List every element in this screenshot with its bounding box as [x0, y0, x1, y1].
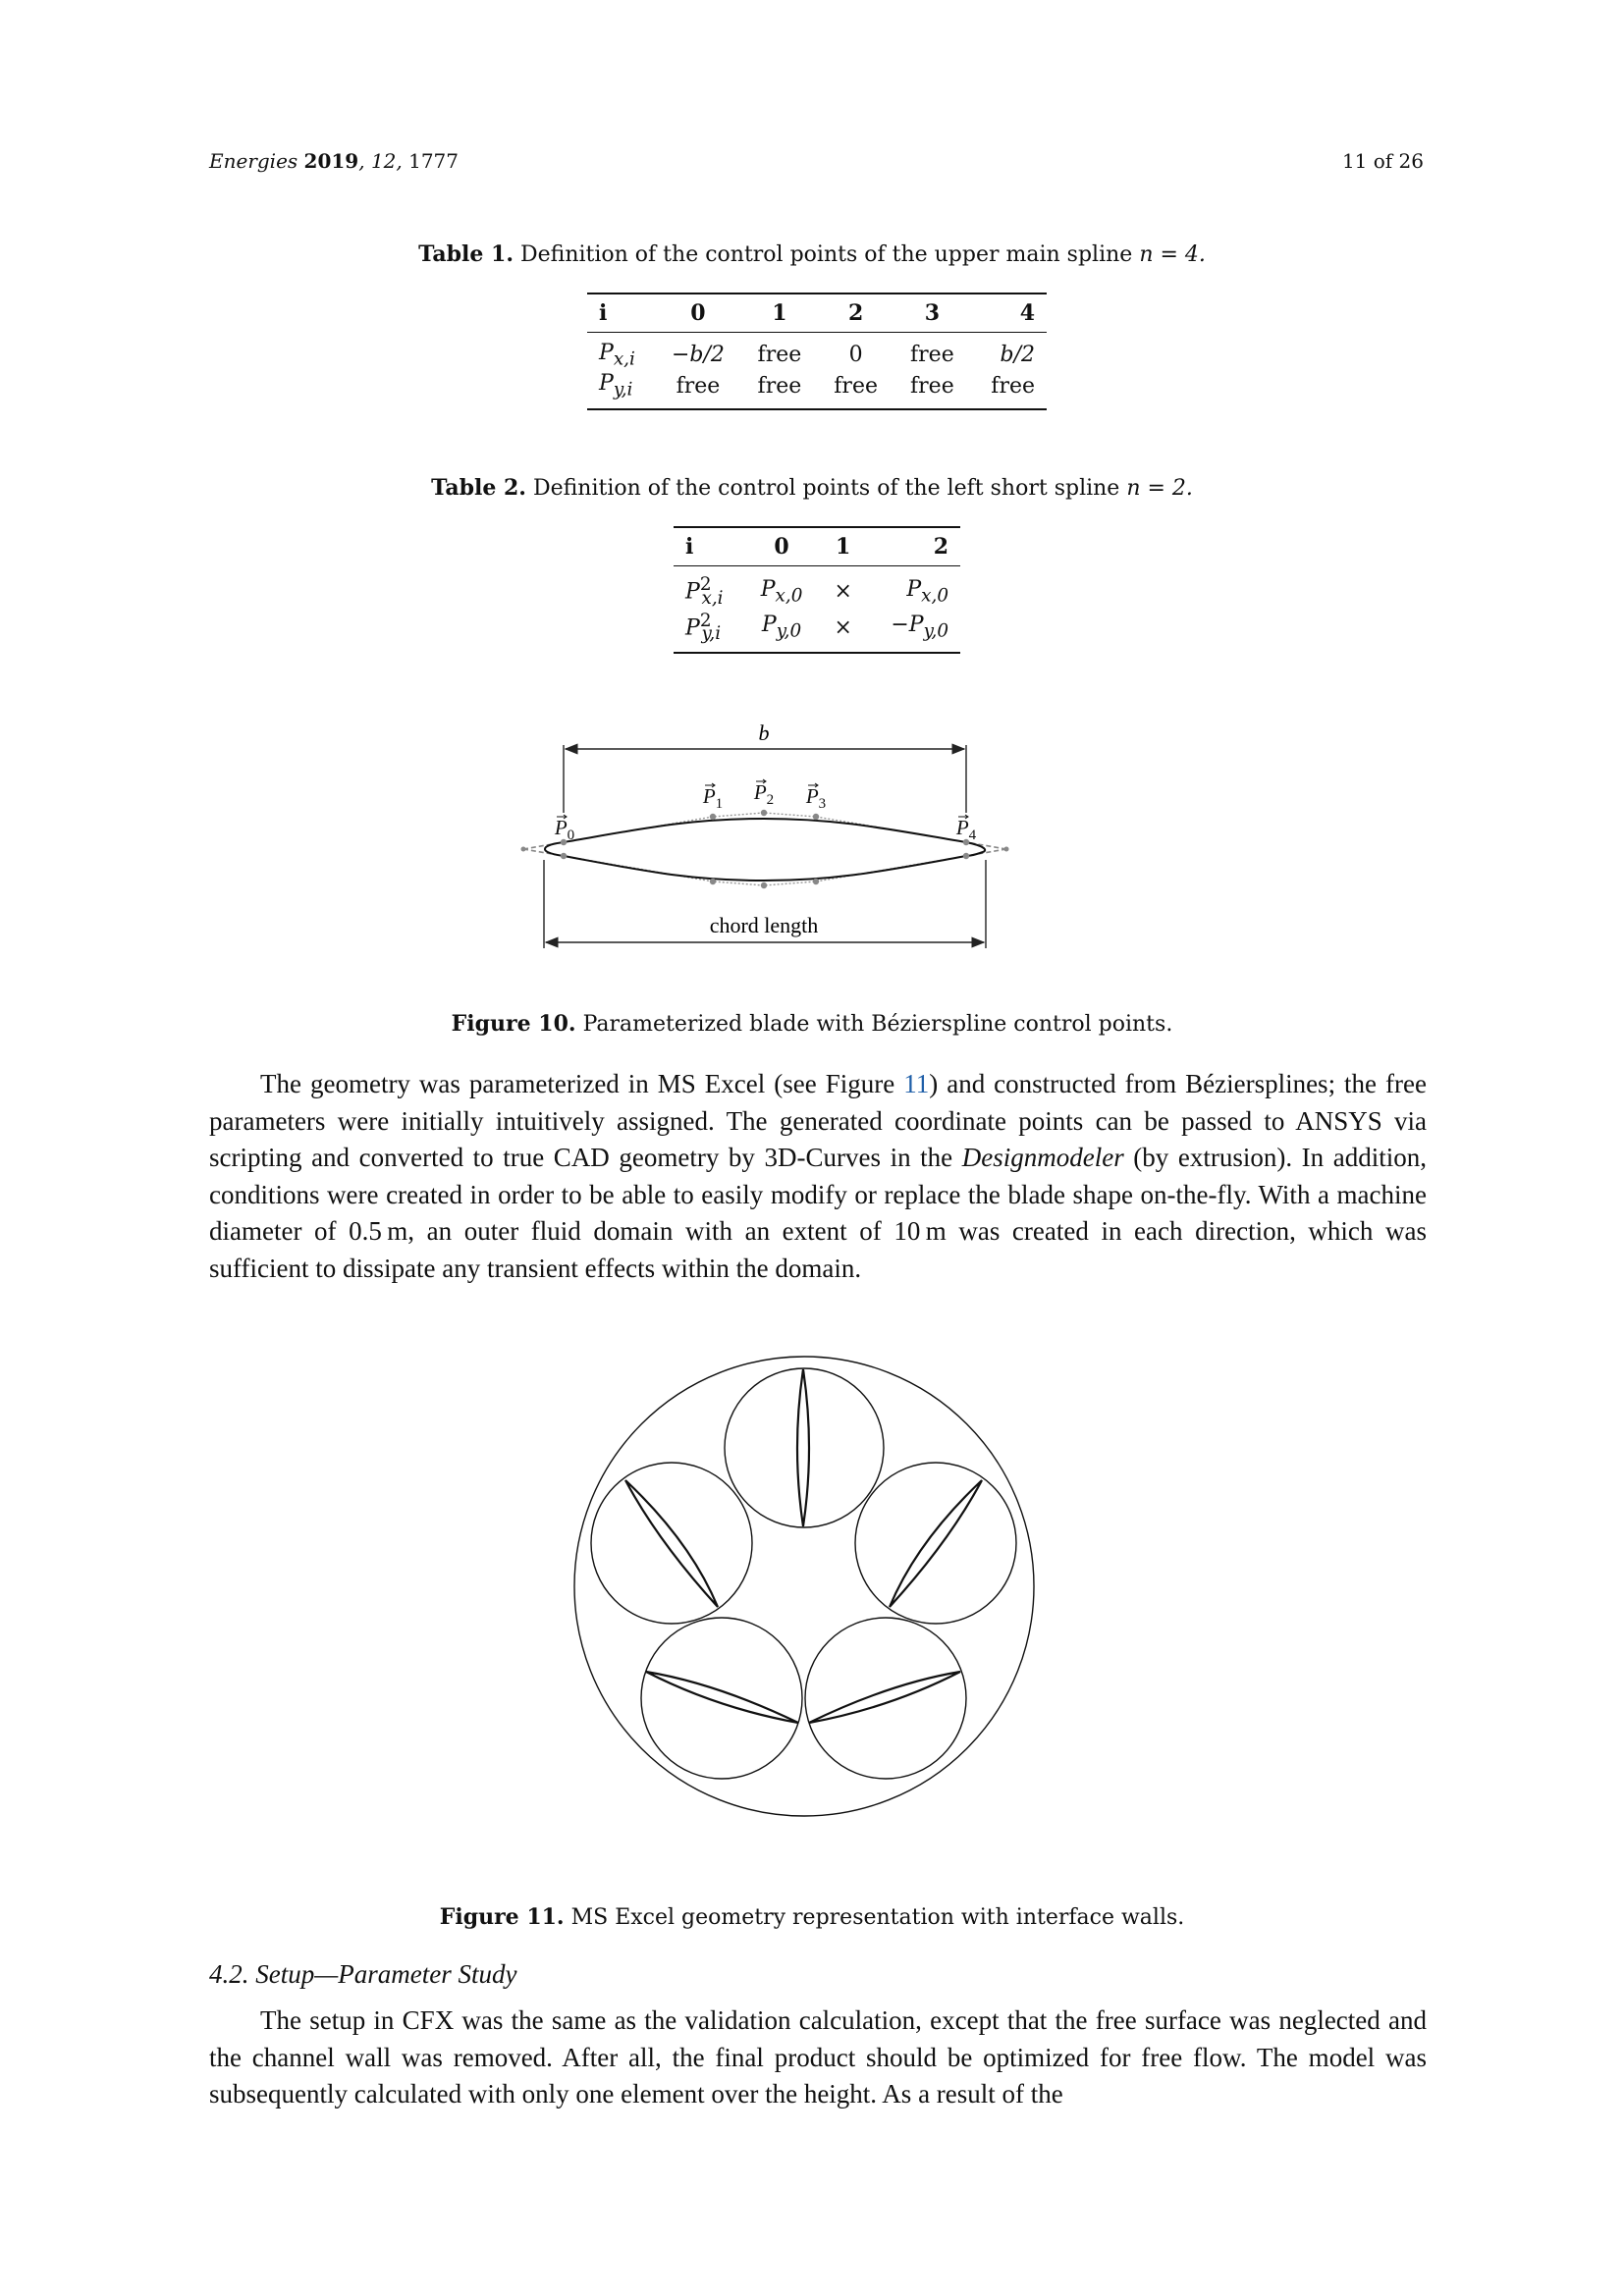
figure10-caption-text: Parameterized blade with Bézierspline control points. — [582, 1012, 1173, 1037]
table1-col-2: 2 — [847, 300, 864, 326]
table1-caption-text: Definition of the control points of the upper main spline — [519, 242, 1133, 267]
p2-label: $P_2$ — [753, 780, 775, 808]
table2-caption-math: n = 2. — [1126, 476, 1193, 501]
table2-caption-text: Definition of the control points of the left short spline — [532, 476, 1120, 501]
table-cell: × — [834, 578, 852, 604]
blade-bottom-left — [646, 1672, 798, 1723]
figure10-caption — [0, 1011, 1624, 1037]
figure11-caption — [0, 1904, 1624, 1930]
rotor-circle-bottom-right — [805, 1618, 966, 1779]
table-cell: free — [910, 373, 954, 399]
blade-left — [625, 1480, 718, 1607]
p4-label: $P_4$ — [955, 816, 977, 843]
figure11-label: Figure 11. — [439, 1904, 565, 1930]
table1-col-1: 1 — [772, 300, 787, 326]
table-cell: free — [834, 373, 878, 399]
blade-right — [890, 1480, 982, 1607]
table1-label: Table 1. — [418, 241, 514, 267]
table2-label: Table 2. — [431, 475, 526, 501]
row-label: $P^2_{x,i}$ — [685, 574, 724, 609]
table-cell: $P_{x,0}$ — [760, 576, 803, 607]
p1-label: $P_1$ — [702, 784, 724, 812]
table-cell: free — [757, 373, 802, 399]
table-cell: free — [757, 343, 802, 368]
blade-outline — [545, 819, 985, 881]
row-label: $P_{x,i}$ — [599, 341, 635, 370]
table1-col-i: i — [599, 300, 608, 326]
table-cell: 0 — [848, 343, 863, 368]
table-cell: −b/2 — [671, 343, 725, 368]
figure11-diagram — [0, 1335, 1624, 1924]
control-points — [561, 810, 969, 888]
article-number: 1777 — [408, 149, 460, 173]
journal-year: 2019 — [303, 149, 359, 173]
table2-col-1: 1 — [836, 534, 851, 560]
b-label: b — [758, 721, 770, 745]
table-cell: $-P_{y,0}$ — [891, 613, 948, 642]
figure10-label: Figure 10. — [451, 1011, 576, 1037]
journal-volume: 12 — [370, 149, 397, 173]
paragraph-1: The geometry was parameterized in MS Excel (see Figure 11) and constructed from Béziersplines; the free parameters were initially intuitively assigned. The generated coordinate points can be passed to ANSYS via scripting and converted to true CAD geometry by 3D-Curves in the Designmodeler (by extrusion). In addition, conditions were created in order to be able to easily modify or replace the blade shape on-the-fly. With a machine diameter of 0.5 m, an outer fluid domain with an extent of 10 m was created in each direction, which was sufficient to dissipate any transient effects within the domain. — [209, 1069, 1427, 1283]
table-cell: $P_{y,0}$ — [761, 613, 802, 642]
paragraph-2: The setup in CFX was the same as the validation calculation, except that the free surface was neglected and the channel wall was removed. After all, the final product should be optimized for free flow. The model was subsequently calculated with only one element over the height. As a result of the — [209, 2005, 1427, 2109]
table2-col-2: 2 — [933, 534, 948, 560]
table-cell: × — [834, 614, 852, 640]
table-cell: $P_{x,0}$ — [906, 576, 948, 607]
table1-caption-math: n = 4. — [1139, 242, 1206, 267]
table1-col-0: 0 — [690, 300, 706, 326]
table2-col-i: i — [685, 534, 694, 560]
table-cell: b/2 — [1000, 343, 1035, 368]
running-header: Energies 2019, 12, 1777 — [209, 149, 460, 173]
page-number: 11 of 26 — [1341, 149, 1424, 173]
journal-name: Energies — [209, 149, 298, 173]
table-cell: free — [910, 343, 954, 368]
figure10-diagram — [0, 0, 1624, 982]
table2-col-0: 0 — [774, 534, 789, 560]
outer-domain-circle — [574, 1357, 1034, 1816]
rotor-circle-top — [725, 1368, 884, 1527]
section-title: 4.2. Setup—Parameter Study — [209, 1959, 517, 1989]
rotor-circle-bottom-left — [641, 1618, 802, 1779]
table1-col-3: 3 — [924, 300, 941, 326]
table-cell: free — [991, 373, 1035, 399]
p0-label: $P_0$ — [554, 816, 575, 843]
upper-control-polygon — [564, 813, 966, 842]
blade-bottom-right — [809, 1672, 960, 1723]
blade-top — [797, 1369, 809, 1526]
figure-11-link[interactable]: 11 — [903, 1069, 930, 1098]
row-label: $P^2_{y,i}$ — [685, 610, 722, 645]
rotor-circle-right — [855, 1463, 1016, 1624]
figure11-caption-text: MS Excel geometry representation with interface walls. — [570, 1905, 1185, 1930]
table-cell: free — [676, 373, 721, 399]
rotor-circle-left — [591, 1463, 752, 1624]
table1-col-4: 4 — [1019, 300, 1035, 326]
chord-length-label: chord length — [709, 913, 819, 937]
p3-label: $P_3$ — [805, 784, 827, 812]
row-label: $P_{y,i}$ — [599, 371, 633, 400]
